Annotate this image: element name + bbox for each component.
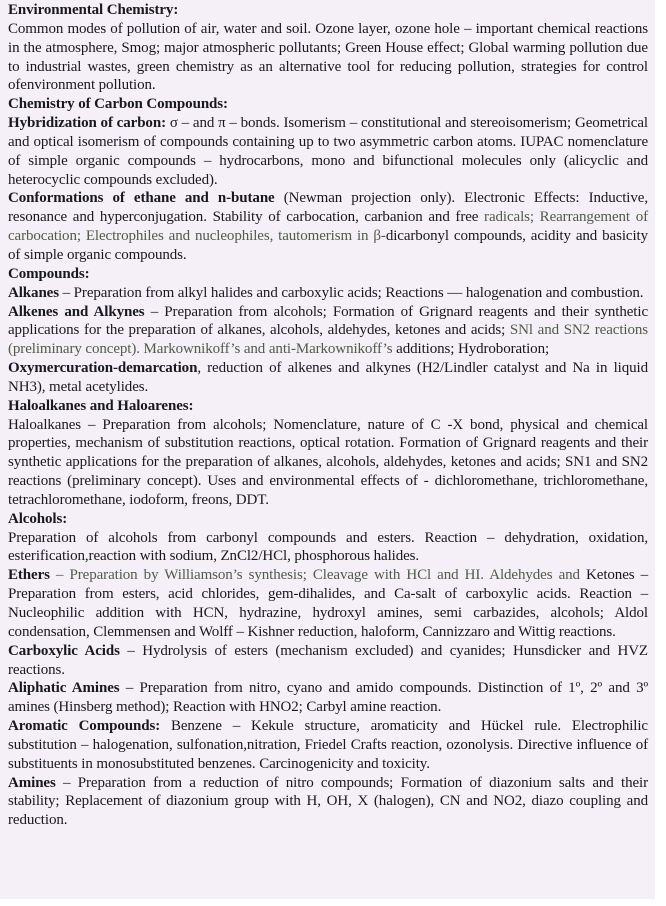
text-run: – Hydrolysis of esters (mechanism excluded) and cyanides; Hunsdicker and HVZ reactions. [8,642,648,678]
section-heading [8,1,648,20]
text-run: – Preparation from alcohols; Formation of Grignard reagents and their synthetic applications for the preparation of alkanes, alcohols, aldehydes, ketones and acids; [8,303,648,339]
paragraph [8,114,648,189]
text-run: – Preparation from a reduction of nitro compounds; Formation of diazonium salts and their stability; Replacement of diazonium group with H, OH, X (halogen), CN and NO2, diazo coupling and reduction. [8,774,648,829]
text-run: – Preparation by Williamson’s synthesis; Cleavage with HCl and HI. Aldehydes and [49,567,580,584]
text-run: Preparation of alcohols from carbonyl compounds and esters. Reaction – dehydration, oxidation, esterification,reaction with sodium, ZnCl2/HCl, phosphorous halides. [8,529,648,565]
text-run: Ketones – Preparation from esters, acid chlorides, gem-dihalides, and Ca-salt of carboxylic acids. Reaction – Nucleophilic addition with HCN, hydrazine, hydroxyl amines, semi carbazides, alcohols; Aldol condensation, Clemmensen and Wolff – Kishner reduction, haloform, Cannizzaro and Wittig reactions. [8,567,649,640]
paragraph [8,20,648,95]
paragraph [8,566,648,641]
text-run: SNl and SN2 reactions (preliminary concept). Markownikoff’s and anti-Markownikoff’s [8,322,649,358]
text-run: Alkanes [8,284,59,301]
paragraph [8,774,648,831]
text-run: radicals; Rearrangement of carbocation; Electrophiles and nucleophiles, tautomerism in β- [8,209,648,245]
text-run: Aromatic Compounds: [8,718,161,735]
paragraph [8,642,648,680]
text-run: Carboxylic Acids [8,642,120,659]
section-heading [8,95,648,114]
paragraph [8,529,648,567]
text-run: Environmental Chemistry: [8,2,179,18]
section-heading [8,265,648,284]
text-run: Conformations of ethane and n-butane [8,190,275,207]
text-run: additions; Hydroboration; [392,341,550,358]
section-heading [8,397,648,416]
paragraph [8,284,648,303]
text-run: Chemistry of Carbon Compounds: [8,96,228,113]
text-run: Ethers [8,567,50,584]
text-run: Alcohols: [8,510,68,527]
paragraph [8,416,648,510]
text-run: σ – and π – bonds. Isomerism – constitutional and stereoisomerism; Geometrical and optical isomerism of compounds containing up to two asymmetric carbon atoms. IUPAC nomenclature of simple organic compounds – hydrocarbons, mono and bifunctional molecules only (alicyclic and heterocyclic compounds excluded). [8,115,648,188]
paragraph [8,717,648,774]
text-run: – Preparation from nitro, cyano and amido compounds. Distinction of 1º, 2º and 3º amines (Hinsberg method); Reaction with HNO2; Carbyl amine reaction. [8,680,649,716]
text-run: Benzene – Kekule structure, aromaticity and Hückel rule. Electrophilic substitution – halogenation, sulfonation,nitration, Friedel Crafts reaction, ozonolysis. Directive influence of substituents in monosubstituted benzenes. Carcinogenicity and toxicity. [8,718,648,772]
text-run: Haloalkanes – Preparation from alcohols; Nomenclature, nature of C -X bond, physical and chemical properties, mechanism of substitution reactions, optical rotation. Formation of Grignard reagents and their synthetic applications for the preparation of alkanes, alcohols, aldehydes, ketones and acids; SN1 and SN2 reactions (preliminary concept). Uses and environmental effects of - dichloromethane, trichloromethane, tetrachloromethane, iodoform, freons, DDT. [8,416,648,508]
text-run: (Newman projection only). Electronic Effects: Inductive, resonance and hyperconjugation. Stability of carbocation, carbanion and free [8,190,648,226]
text-run: , reduction of alkenes and alkynes (H2/Lindler catalyst and Na in liquid NH3), metal acetylides. [8,360,648,395]
paragraph [8,359,648,397]
text-run: Alkenes and Alkynes [8,303,145,320]
text-run: Aliphatic Amines [8,680,120,697]
text-run: – Preparation from alkyl halides and carboxylic acids; Reactions — halogenation and combustion. [58,284,644,301]
paragraph [8,679,648,717]
text-run: Common modes of pollution of air, water and soil. Ozone layer, ozone hole – important chemical reactions in the atmosphere, Smog; major atmospheric pollutants; Green House effect; Global warming pollution due to industrial wastes, green chemistry as an alternative tool for reducing pollution, strategies for control ofenvironment pollution. [8,20,648,94]
paragraph [8,303,648,360]
paragraph [8,189,648,264]
text-run: Haloalkanes and Haloarenes: [8,397,194,414]
text-run: Hybridization of carbon: [8,115,166,132]
text-run: Amines [8,774,56,791]
text-run: dicarbonyl compounds, acidity and basicity of simple organic compounds. [8,228,648,263]
text-run: Oxymercuration-demarcation [8,360,198,377]
section-heading [8,510,648,529]
text-run: Compounds: [8,265,90,282]
